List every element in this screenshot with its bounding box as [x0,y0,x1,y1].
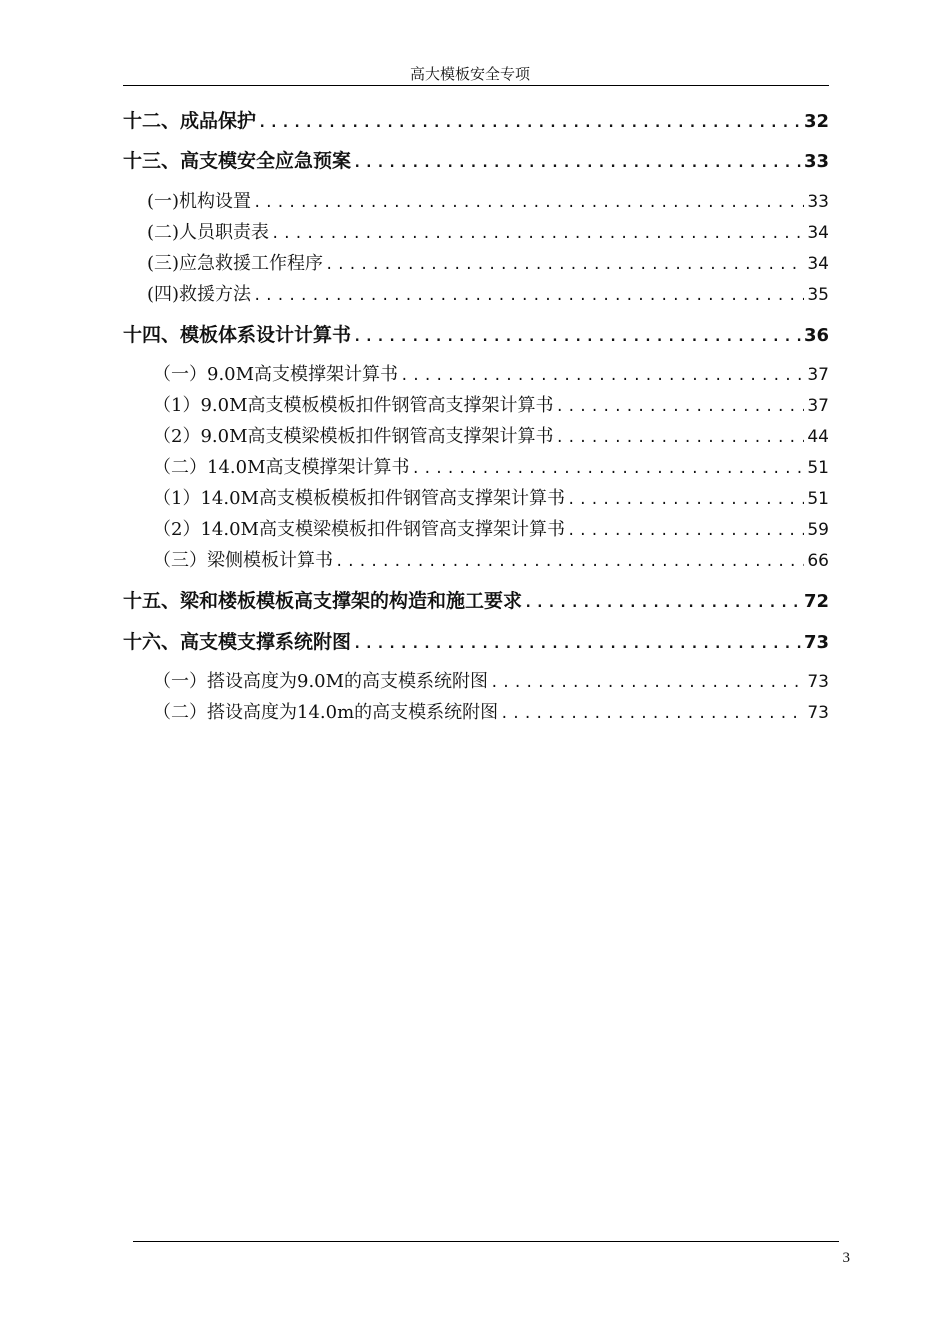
toc-entry-label: （二）搭设高度为14.0m的高支模系统附图 [153,702,499,723]
toc-entry-13-3[interactable] [123,249,829,275]
dot-leader [271,226,804,242]
toc-entry-page-number: 44 [807,427,829,447]
toc-entry-label: (一)机构设置 [147,191,252,212]
toc-entry-page-number: 32 [803,111,829,132]
toc-entry-label: 十二、成品保护 [123,110,257,132]
toc-entry-page-number: 36 [803,325,829,346]
toc-entry-13-1[interactable] [123,187,829,213]
dot-leader [500,706,804,722]
dot-leader [253,288,804,304]
toc-entry-13[interactable] [123,146,829,172]
dot-leader [253,195,804,211]
toc-entry-15[interactable] [123,586,829,612]
toc-entry-page-number: 35 [807,285,829,305]
toc-entry-page-number: 34 [807,254,829,274]
toc-entry-label: （2）9.0M高支模梁模板扣件钢管高支撑架计算书 [153,426,554,447]
toc-entry-14-1[interactable] [123,360,829,386]
toc-entry-label: （一）搭设高度为9.0M的高支模系统附图 [153,671,489,692]
footer-divider [133,1241,839,1242]
dot-leader [490,675,804,691]
toc-entry-label: （1）9.0M高支模板模板扣件钢管高支撑架计算书 [153,395,554,416]
toc-entry-page-number: 33 [807,192,829,212]
toc-entry-14-2-1[interactable] [123,484,829,510]
toc-entry-label: （二）14.0M高支模撑架计算书 [153,457,410,478]
footer-page-number: 3 [842,1250,850,1266]
toc-entry-page-number: 33 [803,151,829,172]
dot-leader [524,595,801,611]
dot-leader [412,461,805,477]
toc-entry-label: （一）9.0M高支模撑架计算书 [153,364,399,385]
dot-leader [353,636,801,652]
toc-entry-14-1-2[interactable] [123,422,829,448]
toc-entry-label: 十五、梁和楼板模板高支撑架的构造和施工要求 [123,590,523,612]
toc-entry-13-4[interactable] [123,280,829,306]
dot-leader [556,399,805,415]
dot-leader [567,492,804,508]
toc-entry-label: （2）14.0M高支模梁模板扣件钢管高支撑架计算书 [153,519,565,540]
toc-entry-page-number: 73 [807,703,829,723]
toc-entry-label: 十三、高支模安全应急预案 [123,150,352,172]
toc-entry-12[interactable] [123,106,829,132]
dot-leader [400,368,804,384]
toc-entry-page-number: 34 [807,223,829,243]
dot-leader [556,430,805,446]
running-header-title: 高大模板安全专项 [409,65,530,83]
dot-leader [325,257,804,273]
toc-entry-16-2[interactable] [123,698,829,724]
dot-leader [258,115,801,131]
toc-entry-14-2[interactable] [123,453,829,479]
toc-entry-16-1[interactable] [123,667,829,693]
toc-entry-16[interactable] [123,627,829,653]
toc-entry-page-number: 73 [807,672,829,692]
toc-entry-label: 十六、高支模支撑系统附图 [123,631,352,653]
toc-entry-page-number: 51 [807,458,829,478]
toc-entry-page-number: 72 [803,591,829,612]
toc-entry-label: （三）梁侧模板计算书 [153,550,333,571]
toc-entry-label: 十四、模板体系设计计算书 [123,324,352,346]
dot-leader [335,554,804,570]
toc-entry-page-number: 59 [807,520,829,540]
toc-entry-page-number: 66 [807,551,829,571]
toc-entry-label: (四)救援方法 [147,284,252,305]
toc-entry-page-number: 73 [803,632,829,653]
toc-entry-label: （1）14.0M高支模板模板扣件钢管高支撑架计算书 [153,488,565,509]
toc-entry-page-number: 37 [807,365,829,385]
toc-entry-14-1-1[interactable] [123,391,829,417]
dot-leader [353,155,801,171]
dot-leader [353,329,801,345]
dot-leader [567,523,804,539]
toc-entry-page-number: 51 [807,489,829,509]
header-divider [123,85,829,86]
toc-entry-13-2[interactable] [123,218,829,244]
toc-entry-14-3[interactable] [123,546,829,572]
toc-entry-14-2-2[interactable] [123,515,829,541]
toc-entry-page-number: 37 [807,396,829,416]
toc-entry-label: (二)人员职责表 [147,222,270,243]
toc-entry-label: (三)应急救援工作程序 [147,253,324,274]
toc-entry-14[interactable] [123,320,829,346]
